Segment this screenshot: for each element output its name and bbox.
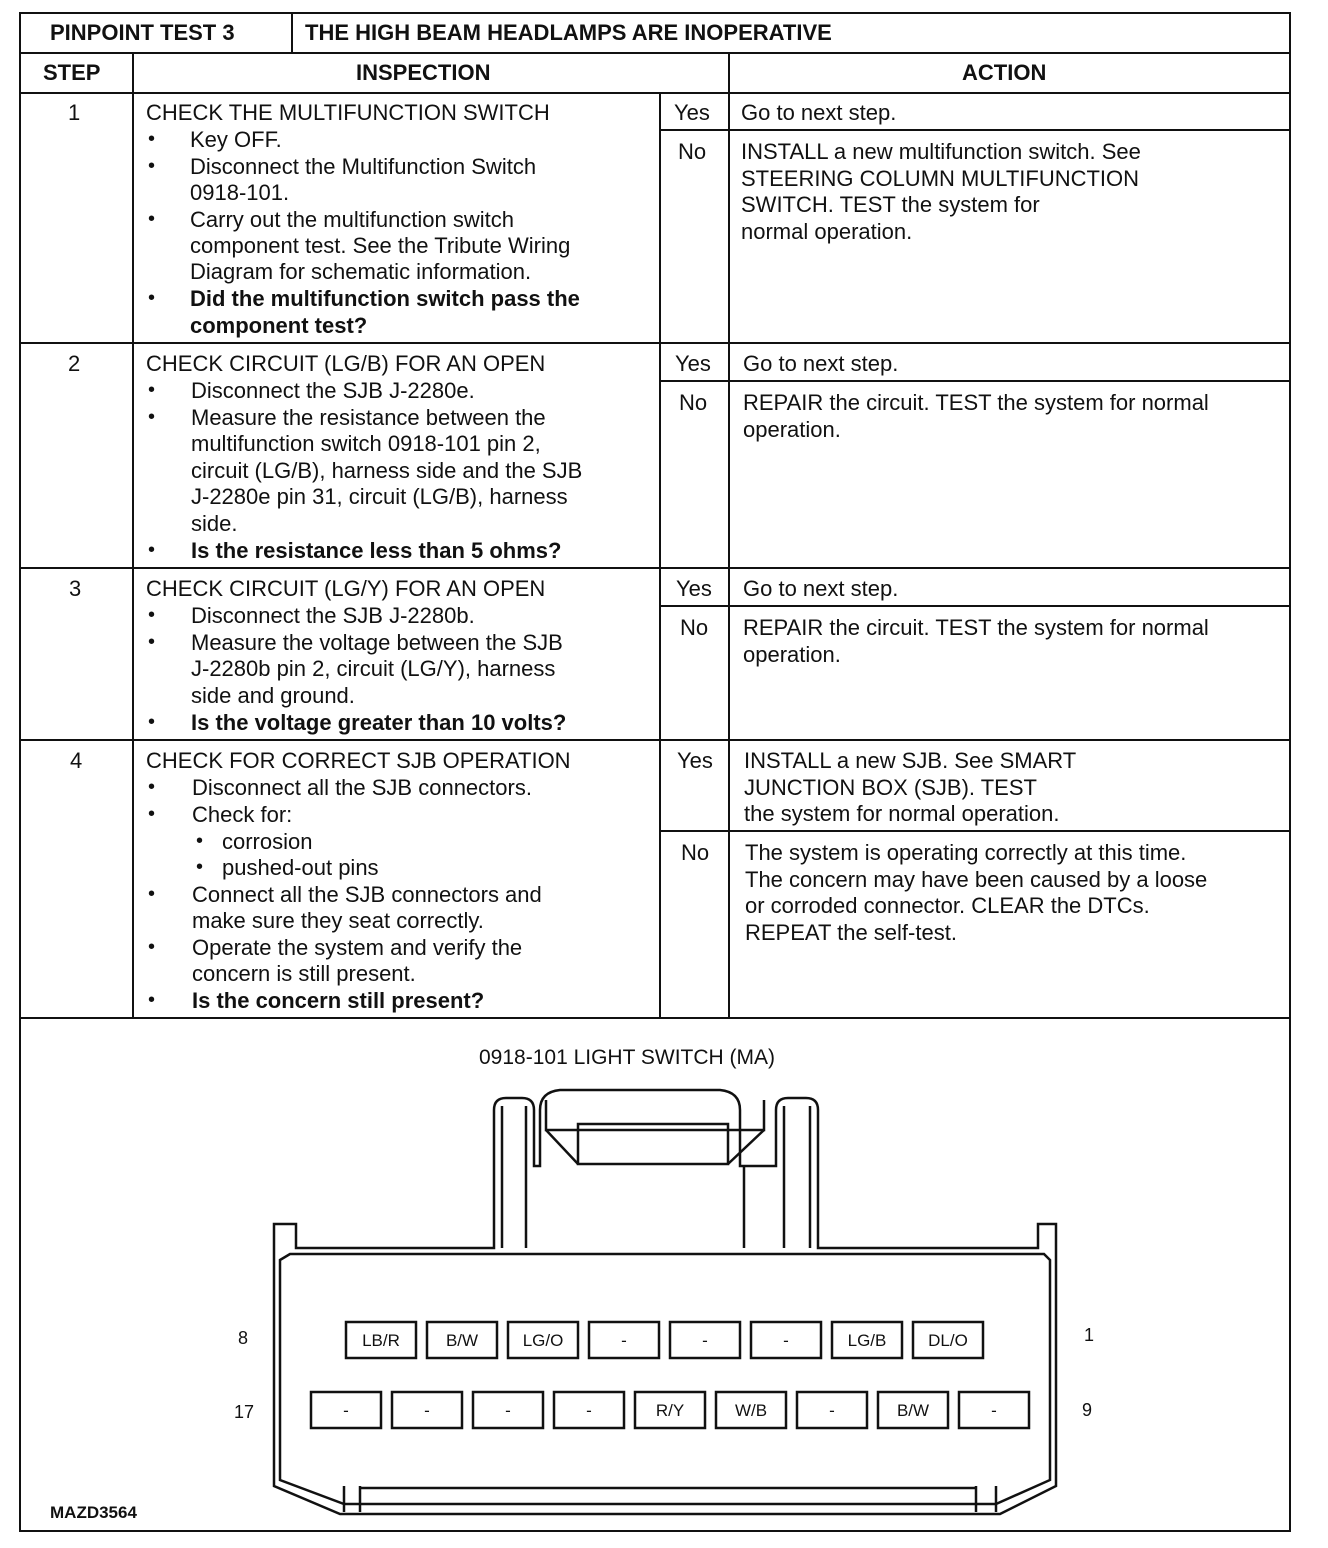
step-line: multifunction switch 0918-101 pin 2, [191,431,541,456]
pin-top-label: LB/R [362,1331,400,1350]
step-title: CHECK CIRCUIT (LG/Y) FOR AN OPEN [146,576,546,601]
pin-bottom-label: W/B [734,1401,768,1420]
yes-action: JUNCTION BOX (SJB). TEST [744,775,1037,800]
pin-bottom-label: - [829,1401,835,1420]
pin-bottom-label: - [991,1401,997,1420]
pin-number-right-bottom: 9 [1082,1400,1093,1420]
bullet: • [148,539,156,561]
bullet: • [148,711,156,733]
bullet: • [148,883,156,905]
pin-bottom-label: - [343,1401,349,1420]
step-line: Carry out the multifunction switch [190,207,515,232]
step-line: circuit (LG/B), harness side and the SJB [191,458,583,483]
step-line: J-2280e pin 31, circuit (LG/B), harness [191,484,568,509]
diagram-title: 0918-101 LIGHT SWITCH (MA) [479,1046,776,1069]
pin-top-label: - [783,1331,789,1350]
column-header-action: ACTION [962,60,1047,85]
step-line: make sure they seat correctly. [192,908,484,933]
step-line: 0918-101. [190,180,290,205]
bullet: • [148,128,156,150]
sub-bullet: • [196,856,204,878]
step-question: Is the voltage greater than 10 volts? [191,710,567,735]
bullet: • [148,379,156,401]
bullet: • [148,406,156,428]
yes-label: Yes [676,576,712,601]
step-line: Disconnect the SJB J-2280e. [191,378,475,403]
pin-bottom-label: B/W [896,1401,930,1420]
step-number: 3 [69,576,82,601]
pin-top-label: - [621,1331,627,1350]
bullet: • [148,803,156,825]
pin-bottom-label: - [586,1401,592,1420]
no-action: REPAIR the circuit. TEST the system for normal [743,615,1209,640]
no-action: The concern may have been caused by a loose [745,867,1208,892]
column-header-step: STEP [43,60,101,85]
connector-outline [274,1090,1056,1514]
column-header-inspection: INSPECTION [356,60,491,85]
yes-action: Go to next step. [743,351,899,376]
no-action: normal operation. [741,219,913,244]
step-question: component test? [190,313,368,338]
pin-number-left-bottom: 17 [234,1402,255,1422]
pin-bottom-label: - [424,1401,430,1420]
bullet: • [148,208,156,230]
step-number: 1 [68,100,81,125]
bullet: • [148,989,156,1011]
bullet: • [148,155,156,177]
pin-row-bottom [311,1392,1029,1428]
no-action: The system is operating correctly at this time. [745,840,1187,865]
pin-number-left-top: 8 [238,1328,249,1348]
step-line: Disconnect all the SJB connectors. [192,775,532,800]
yes-action: the system for normal operation. [744,801,1060,826]
yes-action: Go to next step. [741,100,897,125]
step-line: Connect all the SJB connectors and [192,882,542,907]
no-action: or corroded connector. CLEAR the DTCs. [745,893,1150,918]
step-subline: corrosion [222,829,313,854]
step-line: Diagram for schematic information. [190,259,532,284]
pin-bottom-label: R/Y [655,1401,685,1420]
step-title: CHECK CIRCUIT (LG/B) FOR AN OPEN [146,351,546,376]
step-line: concern is still present. [192,961,416,986]
yes-action: Go to next step. [743,576,899,601]
step-question: Did the multifunction switch pass the [190,286,580,311]
step-line: Operate the system and verify the [192,935,523,960]
no-action: operation. [743,417,841,442]
bullet: • [148,631,156,653]
pin-bottom-label: - [505,1401,511,1420]
step-line: Disconnect the SJB J-2280b. [191,603,475,628]
step-title: CHECK THE MULTIFUNCTION SWITCH [146,100,550,125]
bullet: • [148,287,156,309]
no-action: REPEAT the self-test. [745,920,957,945]
bullet: • [148,936,156,958]
yes-action: INSTALL a new SJB. See SMART [744,748,1077,773]
yes-label: Yes [674,100,710,125]
yes-label: Yes [677,748,713,773]
step-line: side and ground. [191,683,355,708]
pin-number-right-top: 1 [1084,1325,1095,1345]
no-label: No [681,840,710,865]
step-number: 2 [68,351,81,376]
step-line: Measure the resistance between the [191,405,546,430]
no-action: SWITCH. TEST the system for [741,192,1040,217]
test-title: THE HIGH BEAM HEADLAMPS ARE INOPERATIVE [305,20,832,45]
pin-top-label: B/W [445,1331,479,1350]
no-label: No [679,390,708,415]
step-question: Is the concern still present? [192,988,485,1013]
figure-id: MAZD3564 [50,1503,137,1522]
step-title: CHECK FOR CORRECT SJB OPERATION [146,748,571,773]
step-line: Measure the voltage between the SJB [191,630,563,655]
test-id: PINPOINT TEST 3 [50,20,235,45]
no-action: STEERING COLUMN MULTIFUNCTION [741,166,1140,191]
bullet: • [148,604,156,626]
pin-top-label: DL/O [928,1331,968,1350]
sub-bullet: • [196,830,204,852]
step-line: J-2280b pin 2, circuit (LG/Y), harness [191,656,556,681]
pin-top-label: LG/O [522,1331,564,1350]
step-number: 4 [70,748,83,773]
step-question: Is the resistance less than 5 ohms? [191,538,562,563]
yes-label: Yes [675,351,711,376]
pin-row-top [346,1322,983,1358]
bullet: • [148,776,156,798]
pin-top-label: LG/B [847,1331,887,1350]
step-subline: pushed-out pins [222,855,379,880]
step-line: side. [191,511,238,536]
no-action: operation. [743,642,841,667]
no-label: No [678,139,707,164]
no-action: INSTALL a new multifunction switch. See [741,139,1141,164]
step-line: component test. See the Tribute Wiring [190,233,571,258]
pin-top-label: - [702,1331,708,1350]
step-line: Disconnect the Multifunction Switch [190,154,537,179]
step-line: Check for: [192,802,293,827]
no-label: No [680,615,709,640]
step-line: Key OFF. [190,127,282,152]
no-action: REPAIR the circuit. TEST the system for normal [743,390,1209,415]
